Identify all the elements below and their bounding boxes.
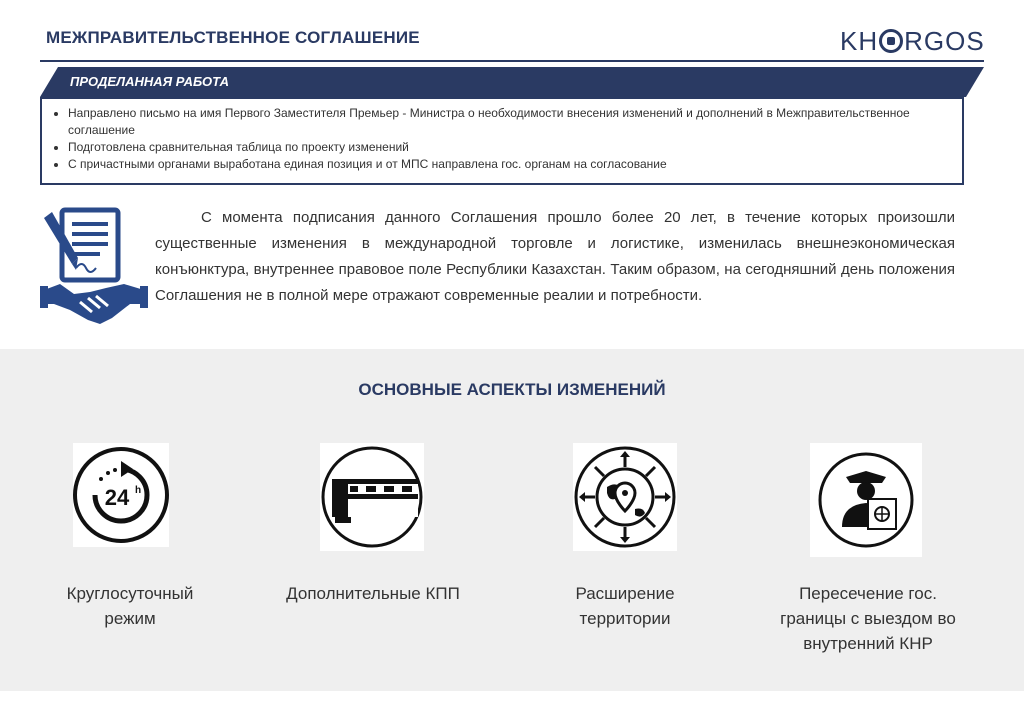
logo-mark-icon — [879, 29, 903, 53]
header-divider — [40, 60, 984, 62]
logo-text-left: KH — [840, 25, 879, 56]
page-title: МЕЖПРАВИТЕЛЬСТВЕННОЕ СОГЛАШЕНИЕ — [46, 28, 420, 47]
aspect-caption: Дополнительные КПП — [286, 584, 460, 603]
clock-icon-card — [73, 443, 169, 547]
clock-suffix: h — [135, 485, 142, 496]
khorgos-logo — [840, 24, 985, 58]
officer-icon-card — [810, 443, 922, 557]
aspects-title: ОСНОВНЫЕ АСПЕКТЫ ИЗМЕНЕНИЙ — [358, 380, 666, 399]
globe-icon-card — [573, 443, 677, 551]
barrier-icon-card — [320, 443, 424, 551]
logo-text-right: RGOS — [904, 25, 985, 56]
work-header-label: ПРОДЕЛАННАЯ РАБОТА — [70, 74, 229, 89]
work-list-box — [40, 97, 964, 185]
intro-paragraph: С момента подписания данного Соглашения прошло более 20 лет, в течение которых произошли существенные изменения в международной торговле и логистике, изменилась внешнеэкономическая конъюнктура, внутреннее правовое поле Республики Казахстан. Таким образом, на сегодняшний день положения Соглашения не в полной мере отражают современные реалии и потребности. — [155, 209, 955, 304]
agreement-handshake-icon — [40, 206, 150, 331]
globe-location-icon — [573, 443, 677, 551]
clock-number: 24 — [104, 485, 130, 510]
aspect-caption: Расширение территории — [575, 584, 675, 628]
work-item: • Подготовлена сравнительная таблица по проекту изменений — [68, 139, 952, 156]
barrier-icon — [320, 443, 424, 551]
border-officer-icon — [810, 443, 922, 557]
aspect-caption: Пересечение гос. границы с выездом во внутренний КНР — [780, 584, 956, 653]
work-item: • Направлено письмо на имя Первого Заместителя Премьер - Министра о необходимости внесения изменений и дополнений в Межправительственное соглашение — [68, 105, 952, 139]
aspect-caption: Круглосуточный режим — [66, 584, 194, 628]
clock-24h-icon — [73, 443, 169, 547]
work-header-band — [40, 67, 984, 97]
work-item: • С причастными органами выработана единая позиция и от МПС направлена гос. органам на согласование — [68, 156, 952, 173]
